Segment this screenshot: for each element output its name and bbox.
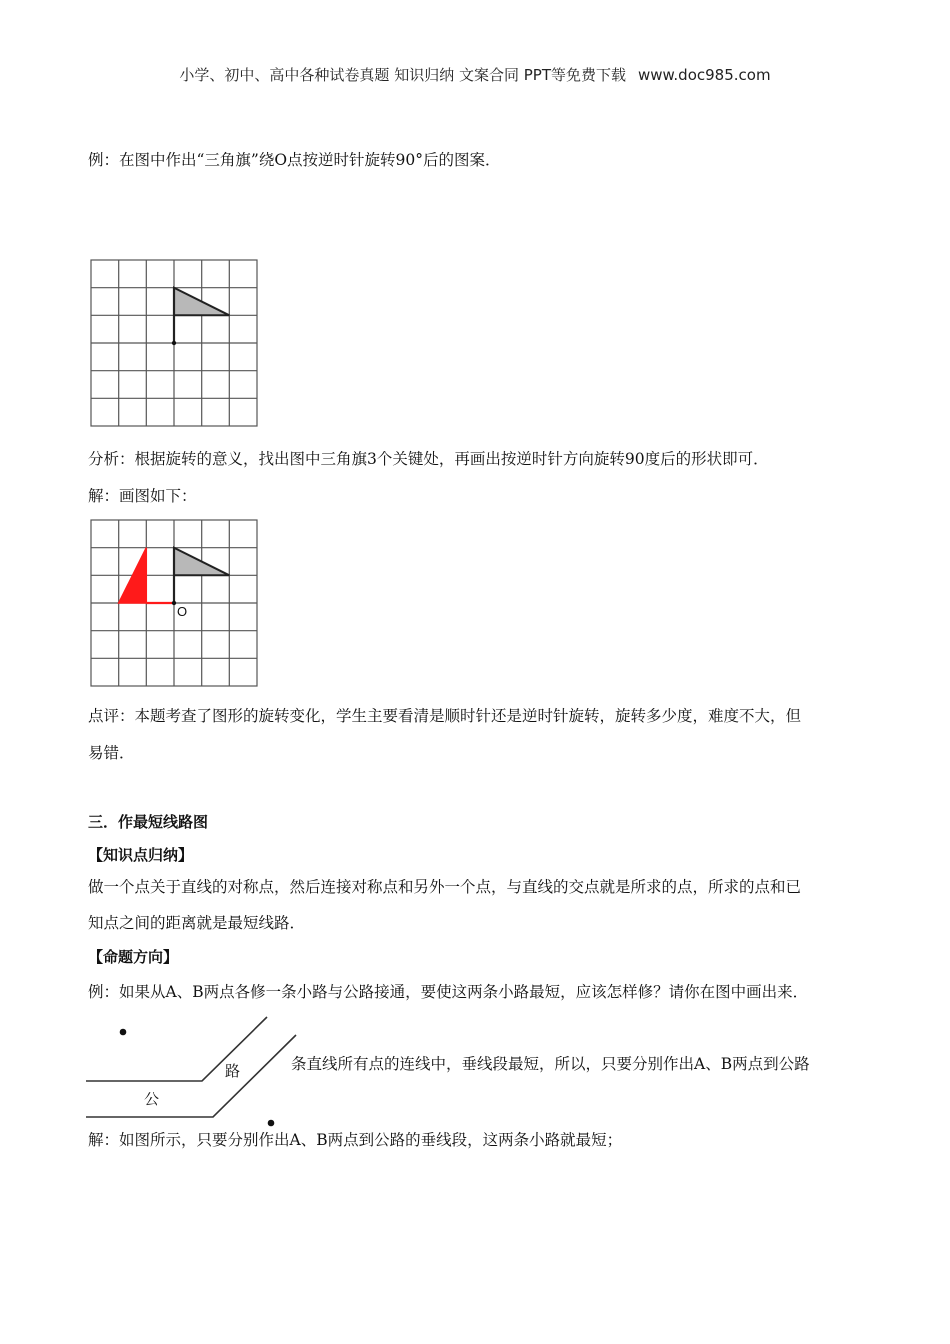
example1-comment-line2: 易错．: [88, 744, 135, 762]
knowledge-line2: 知点之间的距离就是最短线路．: [88, 914, 306, 932]
road-label-lu: 路: [225, 1062, 241, 1080]
example-analysis-partial: 条直线所有点的连线中，垂线段最短，所以，只要分别作出A、B两点到公路: [291, 1055, 810, 1073]
road-label-gong: 公: [144, 1090, 160, 1108]
header-title: 小学、初中、高中各种试卷真题 知识归纳 文案合同 PPT等免费下载: [179, 66, 626, 84]
knowledge-line1: 做一个点关于直线的对称点，然后连接对称点和另外一个点，与直线的交点就是所求的点，所求的点和已: [88, 878, 802, 896]
road-figure: [86, 1015, 296, 1130]
point-o: [172, 601, 176, 605]
knowledge-heading: 【知识点归纳】: [88, 846, 194, 864]
example1-question: 例：在图中作出“三角旗”绕O点按逆时针旋转90°后的图案．: [88, 151, 501, 169]
page-header: [0, 64, 950, 85]
header-url[interactable]: www.doc985.com: [637, 66, 771, 84]
section3-title: 三．作最短线路图: [88, 813, 209, 831]
point-o: [172, 341, 176, 345]
point-o-label: O: [177, 604, 188, 619]
figure-grid-rotated: [90, 519, 260, 689]
example-question: 例：如果从A、B两点各修一条小路与公路接通，要使这两条小路最短，应该怎样修？请你在图中画出来．: [88, 983, 809, 1001]
example1-solution: 解：画图如下：: [88, 487, 197, 505]
example1-analysis: 分析：根据旋转的意义，找出图中三角旗3个关键处，再画出按逆时针方向旋转90度后的形状即可．: [88, 450, 769, 468]
figure-grid-original: [90, 259, 260, 429]
example1-comment-line1: 点评：本题考查了图形的旋转变化，学生主要看清是顺时针还是逆时针旋转，旋转多少度，难度不大，但: [88, 707, 802, 725]
point-b: [268, 1120, 275, 1127]
example-solution: 解：如图所示，只要分别作出A、B两点到公路的垂线段，这两条小路就最短；: [88, 1131, 623, 1149]
road-lower-edge: [86, 1035, 296, 1117]
direction-heading: 【命题方向】: [88, 948, 179, 966]
point-a: [120, 1029, 127, 1036]
